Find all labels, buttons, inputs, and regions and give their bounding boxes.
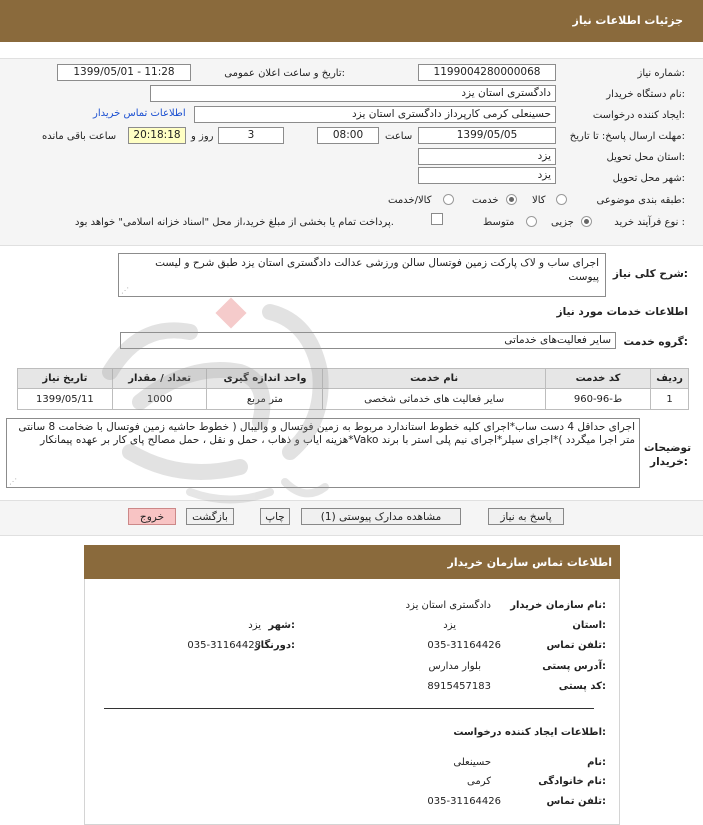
services-table xyxy=(17,368,689,410)
creator-name-label: نام: xyxy=(587,757,606,768)
summary-textarea xyxy=(118,253,606,297)
contact-phone-label: تلفن تماس: xyxy=(546,640,606,651)
column-header: ردیف xyxy=(651,369,689,389)
service-group-field: سایر فعالیت‌های خدماتی xyxy=(120,332,616,349)
days-label: روز و xyxy=(191,131,214,142)
summary-text: اجرای ساب و لاک پارکت زمین فوتسال سالن ورزشی عدالت دادگستری استان یزد طبق شرح و لیست پیوست xyxy=(155,257,599,283)
contact-panel-title: اطلاعات تماس سازمان خریدار xyxy=(447,556,612,569)
service-code: ط-96-960 xyxy=(545,389,650,410)
service-group-label: گروه خدمت: xyxy=(623,336,688,348)
buyer-org-field: دادگستری استان یزد xyxy=(150,85,556,102)
column-header: تاریخ نیاز xyxy=(18,369,113,389)
process-label: نوع فرآیند خرید : xyxy=(614,217,685,228)
category-radio-goods[interactable] xyxy=(556,194,567,205)
creator-family-value: کرمی xyxy=(467,776,491,787)
service-name: سایر فعالیت های خدماتی شخصی xyxy=(323,389,545,410)
table-row xyxy=(18,389,689,410)
buyer-org-label: نام دستگاه خریدار: xyxy=(606,89,685,100)
category-label: طبقه بندی موضوعی: xyxy=(596,195,685,206)
print-button[interactable]: چاپ xyxy=(260,508,290,525)
attachments-button[interactable]: مشاهده مدارک پیوستی (1) xyxy=(301,508,461,525)
reply-button[interactable]: پاسخ به نیاز xyxy=(488,508,564,525)
creator-section-title: اطلاعات ایجاد کننده درخواست: xyxy=(453,727,606,738)
process-radio-medium[interactable] xyxy=(526,216,537,227)
divider xyxy=(104,708,594,709)
resize-grip-icon: ⋰ xyxy=(121,286,129,295)
creator-family-label: نام خانوادگی: xyxy=(538,776,606,787)
announce-field: 1399/05/01 - 11:28 xyxy=(57,64,191,81)
process-option-medium: متوسط xyxy=(483,217,515,228)
category-option-goods-service: کالا/خدمت xyxy=(388,195,432,206)
contact-fax-value: 035-31164428 xyxy=(187,640,261,651)
creator-phone-value: 035-31164426 xyxy=(427,796,501,807)
remaining-label: ساعت باقی مانده xyxy=(42,131,117,142)
header-bar xyxy=(0,0,703,42)
creator-label: ایجاد کننده درخواست: xyxy=(592,110,685,121)
buyer-notes-textarea xyxy=(6,418,640,488)
need-number-field: 1199004280000068 xyxy=(418,64,556,81)
page-title: جزئیات اطلاعات نیاز xyxy=(572,14,683,27)
creator-field: حسینعلی کرمی کارپرداز دادگستری استان یزد xyxy=(194,106,556,123)
column-header: واحد اندازه گیری xyxy=(207,369,323,389)
city-field: یزد xyxy=(418,167,556,184)
column-header: نام خدمت xyxy=(323,369,545,389)
creator-name-value: حسینعلی xyxy=(453,757,491,768)
row-number: 1 xyxy=(651,389,689,410)
deadline-time-field: 08:00 xyxy=(317,127,379,144)
contact-city-label: شهر: xyxy=(268,620,295,631)
exit-button[interactable]: خروج xyxy=(128,508,176,525)
days-field: 3 xyxy=(218,127,284,144)
column-header: کد خدمت xyxy=(545,369,650,389)
contact-city-value: یزد xyxy=(248,620,261,631)
service-unit: متر مربع xyxy=(207,389,323,410)
treasury-payment-note: پرداخت تمام یا بخشی از مبلغ خرید،از محل "اسناد خزانه اسلامی" خواهد بود. xyxy=(75,217,394,228)
contact-postal-label: کد پستی: xyxy=(558,681,606,692)
contact-province-label: استان: xyxy=(572,620,606,631)
category-option-goods: کالا xyxy=(532,195,546,206)
contact-org-value: دادگستری استان یزد xyxy=(405,600,491,611)
contact-province-value: یزد xyxy=(443,620,456,631)
category-option-service: خدمت xyxy=(472,195,499,206)
contact-panel-header xyxy=(84,545,620,579)
resize-grip-icon: ⋰ xyxy=(9,477,17,486)
announce-label: تاریخ و ساعت اعلان عمومی: xyxy=(224,68,345,79)
contact-org-label: نام سازمان خریدار: xyxy=(510,600,606,611)
service-date: 1399/05/11 xyxy=(18,389,113,410)
summary-label: شرح کلی نیاز: xyxy=(612,268,688,280)
contact-address-value: بلوار مدارس xyxy=(428,661,481,672)
remaining-time-field: 20:18:18 xyxy=(128,127,186,144)
need-number-label: شماره نیاز: xyxy=(637,68,685,79)
column-header: تعداد / مقدار xyxy=(112,369,207,389)
buyer-notes-label xyxy=(644,441,692,469)
contact-info-link[interactable]: اطلاعات تماس خریدار xyxy=(93,108,186,119)
contact-phone-value: 035-31164426 xyxy=(427,640,501,651)
deadline-label: مهلت ارسال پاسخ: تا تاریخ: xyxy=(569,131,685,142)
back-button[interactable]: بازگشت xyxy=(186,508,234,525)
contact-fax-label: دورنگار: xyxy=(254,640,295,651)
province-label: استان محل تحویل: xyxy=(606,152,685,163)
contact-postal-value: 8915457183 xyxy=(427,681,491,692)
category-radio-goods-service[interactable] xyxy=(443,194,454,205)
treasury-payment-checkbox[interactable] xyxy=(431,213,443,225)
buyer-notes-text: اجرای حداقل 4 دست ساب*اجرای کلیه خطوط استاندارد مربوط به زمین فوتسال و والیبال ( خطوط حاشیه زمین فوتسال با ضخامت 8 سانتی متر اجرا میگردد )*اجرای سیلر*اجرای نیم پلی استر با برند Vako*هزینه ایاب و ذهاب ، حمل و نقل ، حمل مصالح پای کار بر عهده پیمانکار xyxy=(18,421,635,446)
deadline-time-label: ساعت xyxy=(385,131,413,142)
service-qty: 1000 xyxy=(112,389,207,410)
creator-phone-label: تلفن تماس: xyxy=(546,796,606,807)
services-section-title: اطلاعات خدمات مورد نیاز xyxy=(556,306,688,318)
process-radio-minor[interactable] xyxy=(581,216,592,227)
deadline-date-field: 1399/05/05 xyxy=(418,127,556,144)
process-option-minor: جزیی xyxy=(551,217,574,228)
buyer-notes-label-text: توضیحات خریدار: xyxy=(644,442,692,468)
contact-address-label: آدرس پستی: xyxy=(542,661,606,672)
category-radio-service[interactable] xyxy=(506,194,517,205)
province-field: یزد xyxy=(418,148,556,165)
city-label: شهر محل تحویل: xyxy=(612,173,685,184)
